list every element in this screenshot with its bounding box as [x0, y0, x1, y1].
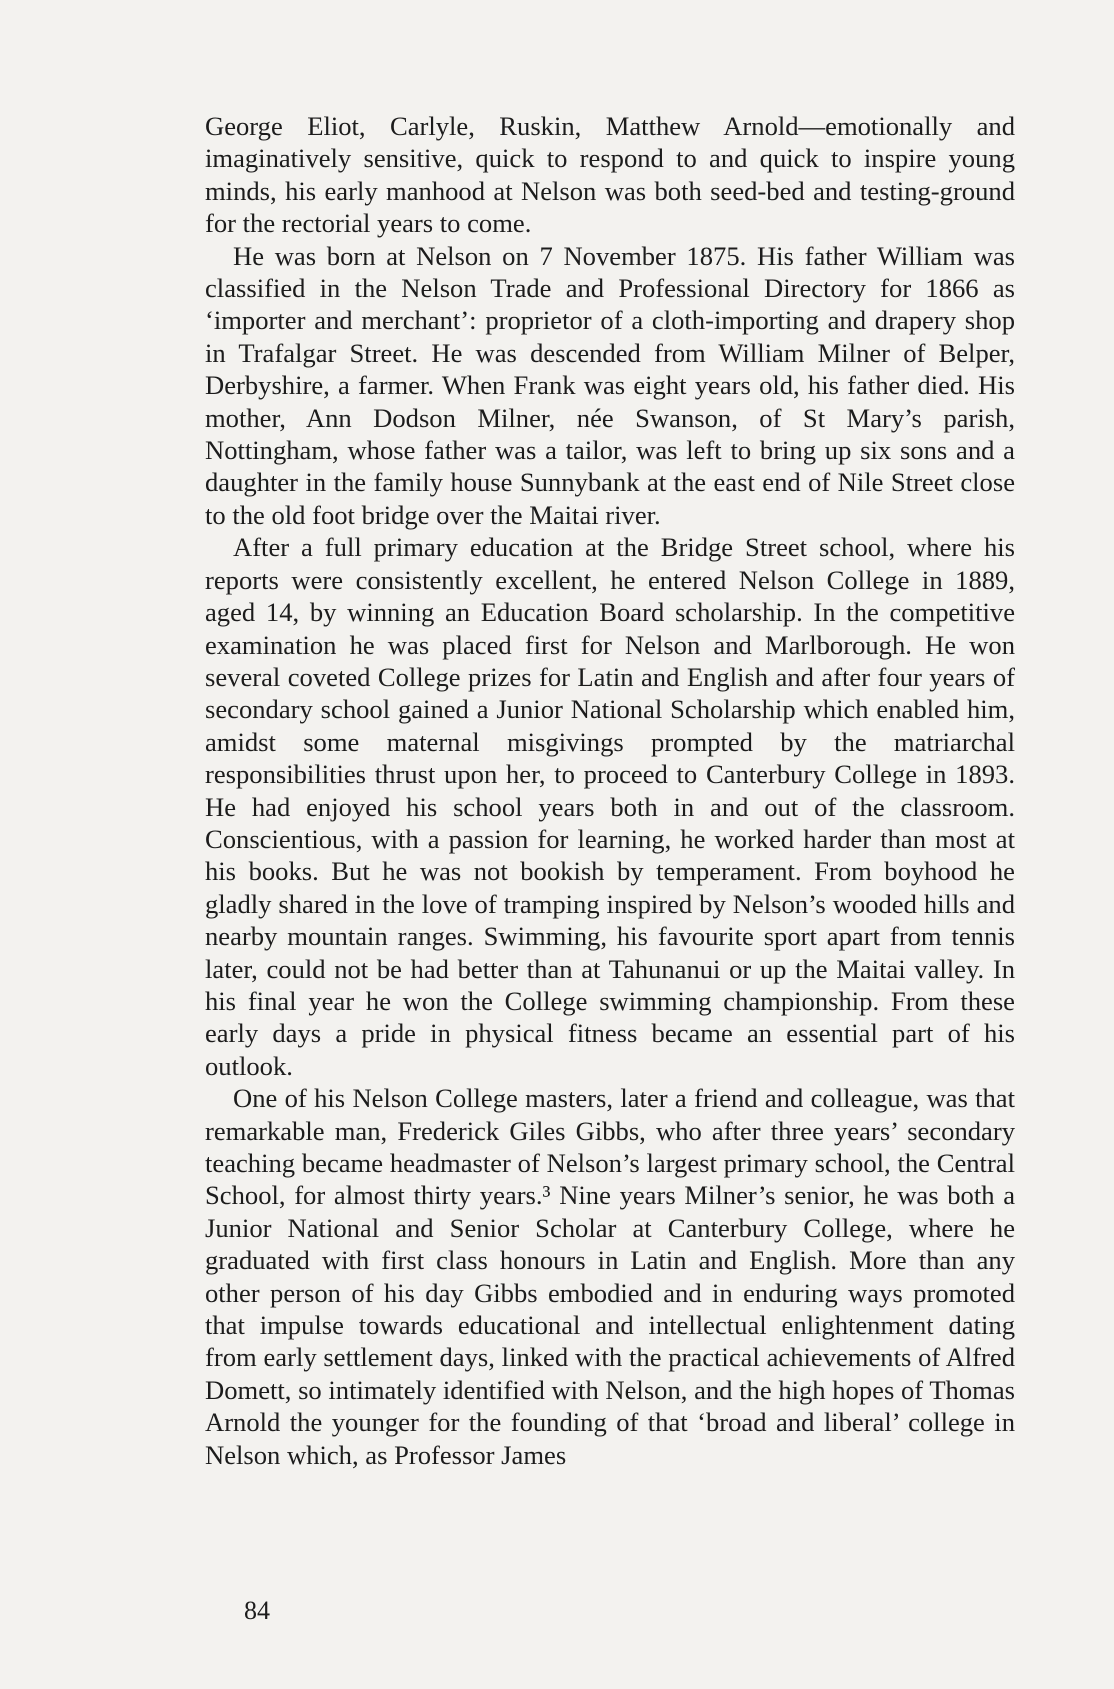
- page-number: 84: [244, 1596, 270, 1625]
- paragraph-1: George Eliot, Carlyle, Ruskin, Matthew Arnold—emotionally and imaginatively sensitive, quick to respond to and quick to inspire young minds, his early manhood at Nelson was both seed-bed and testing-ground for the rectorial years to come.: [205, 111, 1015, 239]
- page-body: [205, 110, 1015, 1471]
- paragraph-2: He was born at Nelson on 7 November 1875. His father William was classified in the Nelson Trade and Professional Directory for 1866 as ‘importer and merchant’: proprietor of a cloth-importing and drapery shop in Trafalgar Street. He was descended from William Milner of Belper, Derbyshire, a farmer. When Frank was eight years old, his father died. His mother, Ann Dodson Milner, née Swanson, of St Mary’s parish, Nottingham, whose father was a tailor, was left to bring up six sons and a daughter in the family house Sunnybank at the east end of Nile Street close to the old foot bridge over the Maitai river.: [205, 240, 1015, 530]
- paragraph-3: After a full primary education at the Bridge Street school, where his reports were consistently excellent, he entered Nelson College in 1889, aged 14, by winning an Education Board scholarship. In the competitive examination he was placed first for Nelson and Marlborough. He won several coveted College prizes for Latin and English and after four years of secondary school gained a Junior National Scholarship which enabled him, amidst some maternal misgivings prompted by the matriarchal responsibilities thrust upon her, to proceed to Canterbury College in 1893. He had enjoyed his school years both in and out of the classroom. Conscientious, with a passion for learning, he worked harder than most at his books. But he was not bookish by temperament. From boyhood he gladly shared in the love of tramping inspired by Nelson’s wooded hills and nearby mountain ranges. Swimming, his favourite sport apart from tennis later, could not be had better than at Tahunanui or up the Maitai valley. In his final year he won the College swimming championship. From these early days a pride in physical fitness became an essential part of his outlook.: [205, 532, 1015, 1081]
- paragraph-4: One of his Nelson College masters, later a friend and colleague, was that remarkable man, Frederick Giles Gibbs, who after three years’ secondary teaching became headmaster of Nelson’s largest primary school, the Central School, for almost thirty years.³ Nine years Milner’s senior, he was both a Junior National and Senior Scholar at Canterbury College, where he graduated with first class honours in Latin and English. More than any other person of his day Gibbs embodied and in enduring ways promoted that impulse towards educational and intellectual enlightenment dating from early settlement days, linked with the practical achievements of Alfred Domett, so intimately identified with Nelson, and the high hopes of Thomas Arnold the younger for the founding of that ‘broad and liberal’ college in Nelson which, as Professor James: [205, 1083, 1015, 1470]
